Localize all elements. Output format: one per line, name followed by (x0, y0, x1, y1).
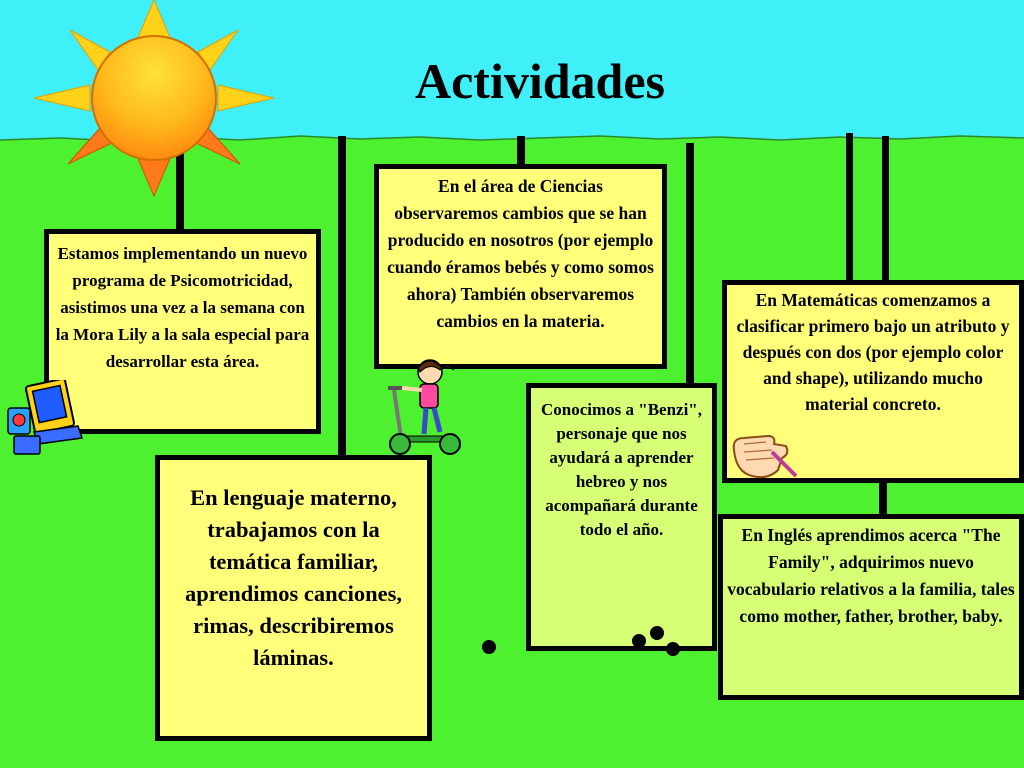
hebreo-text: Conocimos a "Benzi", personaje que nos ayudará a aprender hebreo y nos acompañará durante todo el año. (540, 400, 702, 539)
post-matematicas-right (882, 136, 889, 281)
decorative-dot (632, 634, 646, 648)
decorative-dot (666, 642, 680, 656)
girl-on-scooter-icon (378, 354, 470, 456)
ciencias-text: En el área de Ciencias observaremos cambios que se han producido en nosotros (por ejemplo cuando éramos bebés y como somos ahora) También observaremos cambios en la materia. (387, 176, 654, 331)
hand-writing-icon (728, 430, 800, 482)
lenguaje-box (155, 455, 432, 741)
post-matematicas-left (846, 133, 853, 281)
matematicas-text: En Matemáticas comenzamos a clasificar primero bajo un atributo y después con dos (por ejemplo color and shape), utilizando mucho material concreto. (736, 290, 1010, 414)
slide-title: Actividades (415, 53, 665, 109)
ciencias-box (374, 164, 667, 369)
sun-icon (30, 0, 275, 200)
post-lenguaje (338, 136, 346, 456)
decorative-dot (650, 626, 664, 640)
computer-icon (4, 380, 84, 458)
post-ciencias (517, 136, 525, 166)
decorative-dot (482, 640, 496, 654)
ingles-box (718, 514, 1024, 700)
post-hebreo (686, 143, 694, 384)
lenguaje-text: En lenguaje materno, trabajamos con la temática familiar, aprendimos canciones, rimas, describiremos láminas. (184, 485, 403, 670)
ingles-text: En Inglés aprendimos acerca "The Family", adquirimos nuevo vocabulario relativos a la familia, tales como mother, father, brother, baby. (727, 525, 1015, 626)
hebreo-box (526, 383, 717, 651)
psicomotricidad-text: Estamos implementando un nuevo programa de Psicomotricidad, asistimos una vez a la semana con la Mora Lily a la sala especial para desarrollar esta área. (55, 244, 310, 371)
psicomotricidad-box (44, 229, 321, 434)
